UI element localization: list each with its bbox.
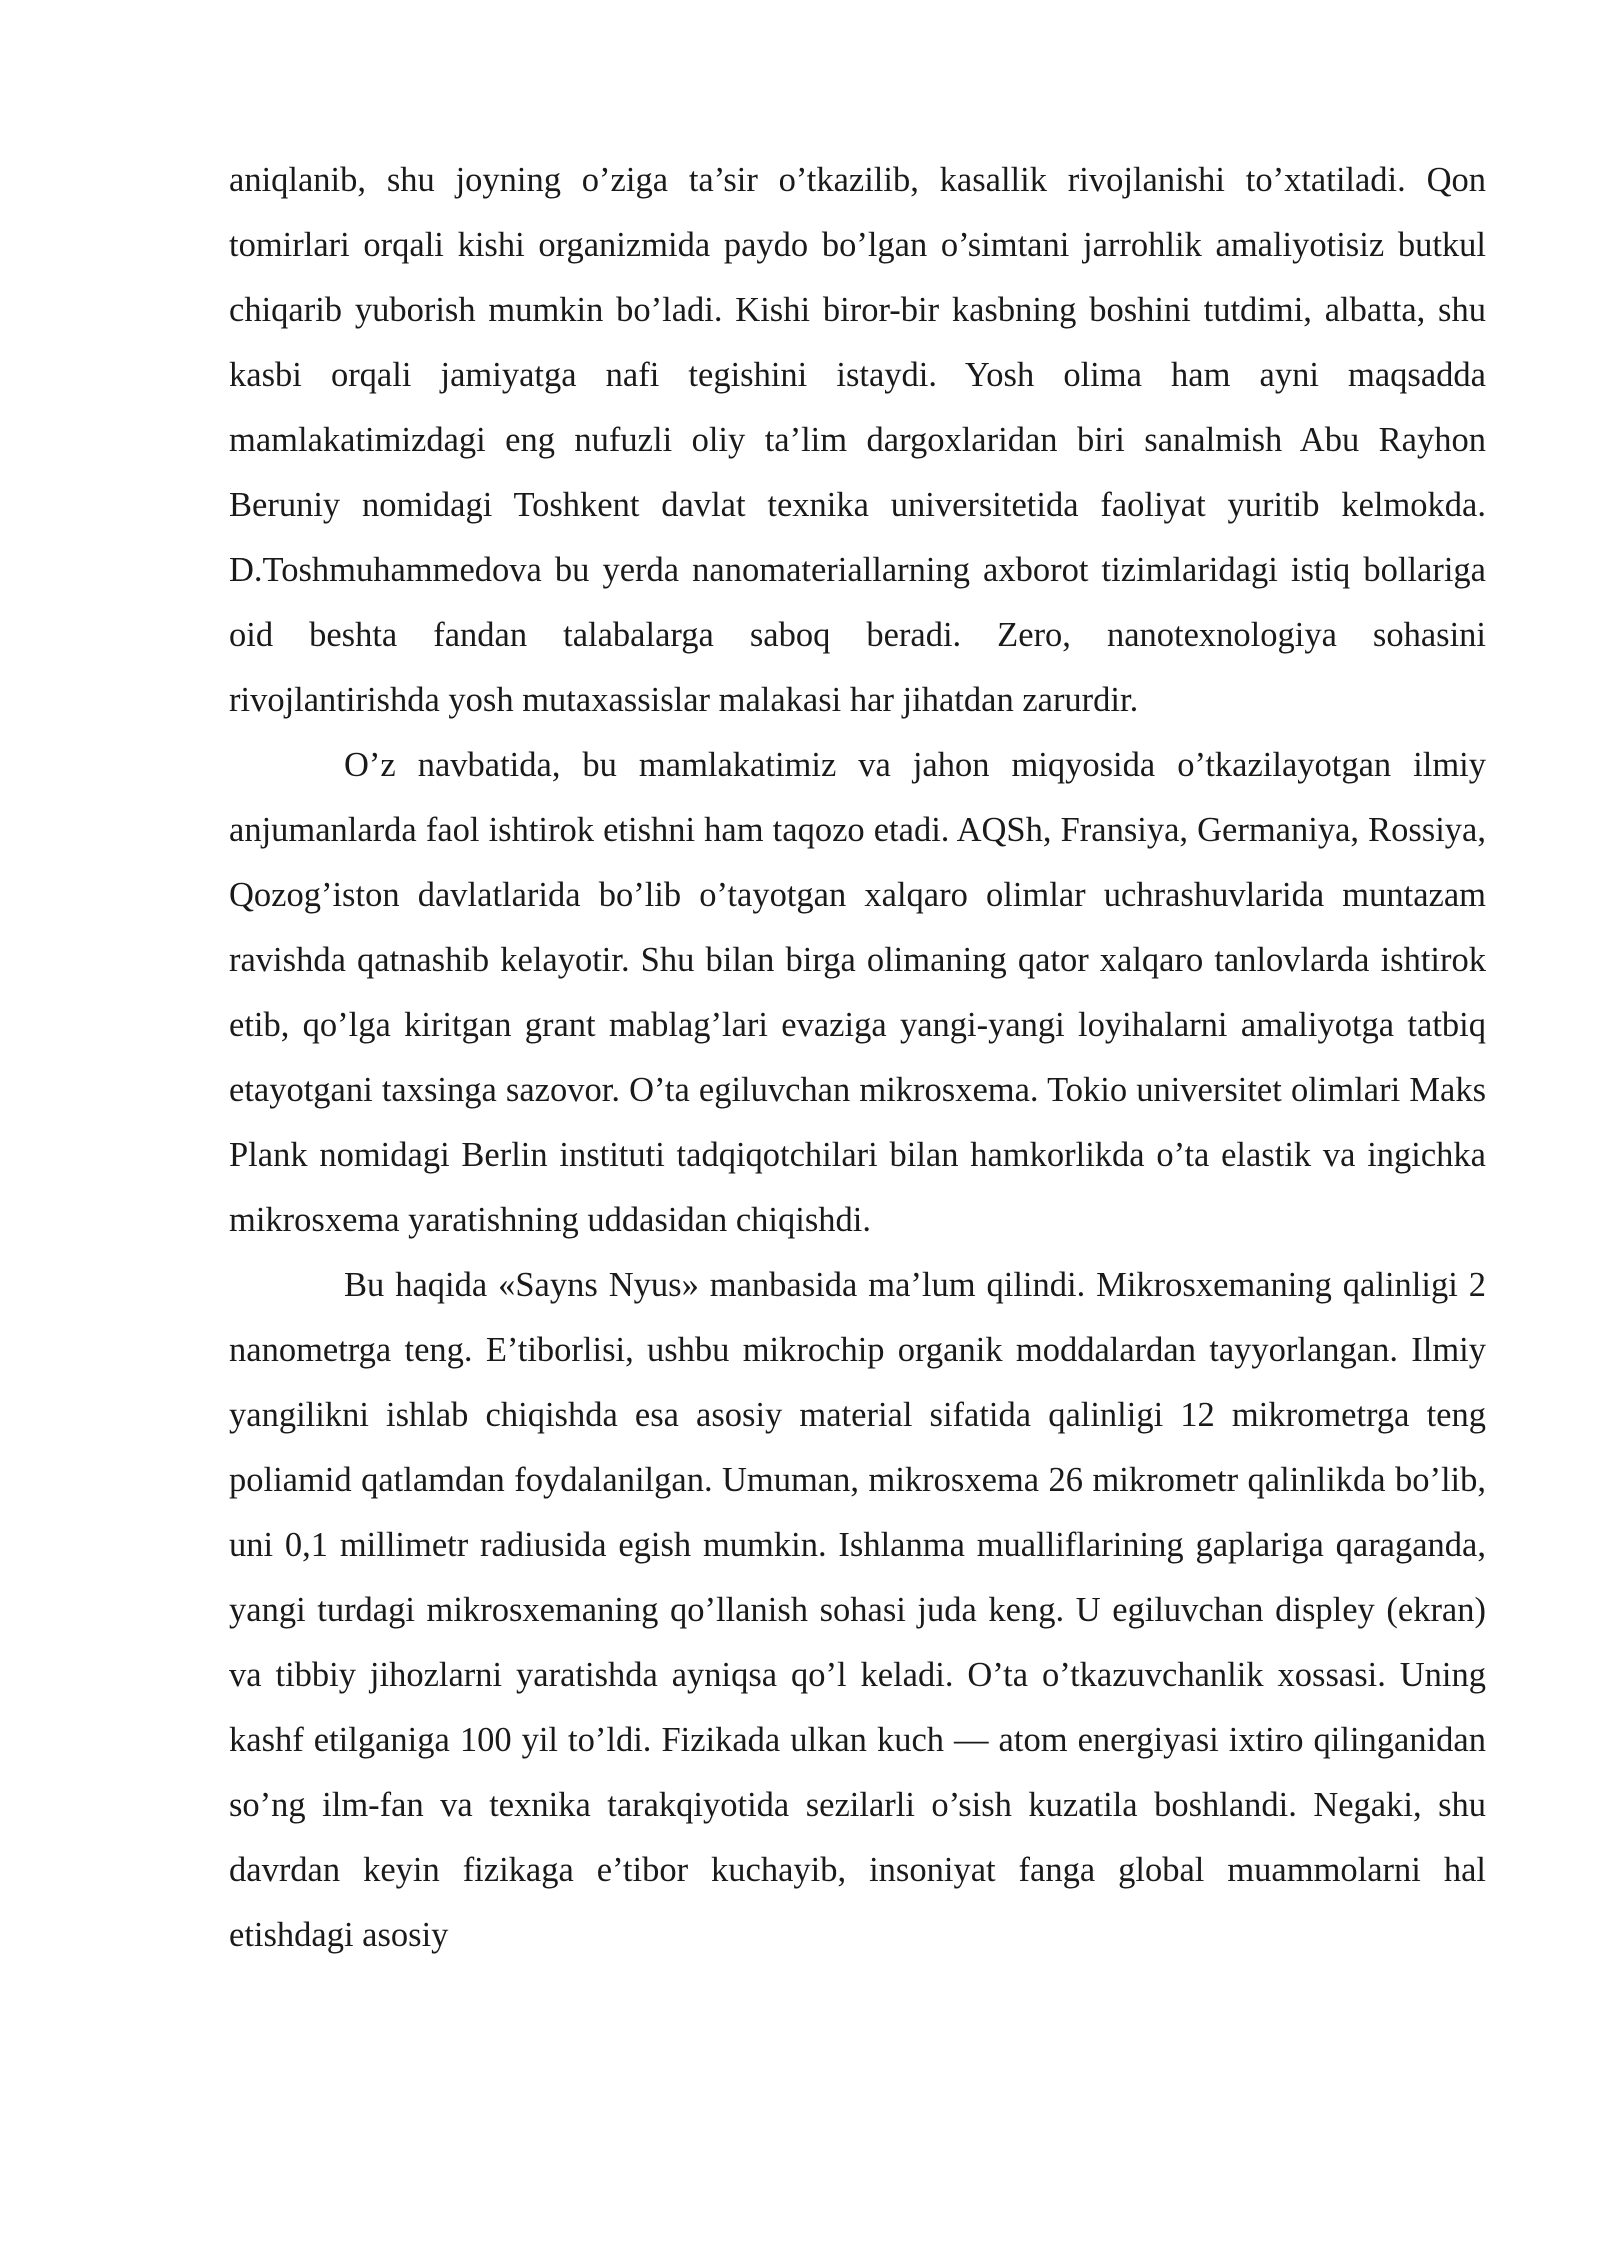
paragraph-2: O’z navbatida, bu mamlakatimiz va jahon miqyosida o’tkazilayotgan ilmiy anjumanlarda faol ishtirok etishni ham taqozo etadi. AQSh, Fransiya, Germaniya, Rossiya, Qozog’iston davlatlarida bo’lib o’tayotgan xalqaro olimlar uchrashuvlarida muntazam ravishda qatnashib kelayotir. Shu bilan birga olimaning qator xalqaro tanlovlarda ishtirok etib, qo’lga kiritgan grant mablag’lari evaziga yangi-yangi loyihalarni amaliyotga tatbiq etayotgani taxsinga sazovor. O’ta egiluvchan mikrosxema. Tokio universitet olimlari Maks Plank nomidagi Berlin instituti tadqiqotchilari bilan hamkorlikda o’ta elastik va ingichka mikrosxema yaratishning uddasidan chiqishdi. xyxy=(229,746,1486,1239)
document-body xyxy=(229,148,1486,1968)
paragraph-3: Bu haqida «Sayns Nyus» manbasida ma’lum qilindi. Mikrosxemaning qalinligi 2 nanometrga teng. E’tiborlisi, ushbu mikrochip organik moddalardan tayyorlangan. Ilmiy yangilikni ishlab chiqishda esa asosiy material sifatida qalinligi 12 mikrometrga teng poliamid qatlamdan foydalanilgan. Umuman, mikrosxema 26 mikrometr qalinlikda bo’lib, uni 0,1 millimetr radiusida egish mumkin. Ishlanma mualliflarining gaplariga qaraganda, yangi turdagi mikrosxemaning qo’llanish sohasi juda keng. U egiluvchan displey (ekran) va tibbiy jihozlarni yaratishda ayniqsa qo’l keladi. O’ta o’tkazuvchanlik xossasi. Uning kashf etilganiga 100 yil to’ldi. Fizikada ulkan kuch — atom energiyasi ixtiro qilinganidan so’ng ilm-fan va texnika tarakqiyotida sezilarli o’sish kuzatila boshlandi. Negaki, shu davrdan keyin fizikaga e’tibor kuchayib, insoniyat fanga global muammolarni hal etishdagi asosiy xyxy=(229,1266,1486,1954)
paragraph-1: aniqlanib, shu joyning o’ziga ta’sir o’tkazilib, kasallik rivojlanishi to’xtatiladi. Qon tomirlari orqali kishi organizmida paydo bo’lgan o’simtani jarrohlik amaliyotisiz butkul chiqarib yuborish mumkin bo’ladi. Kishi biror-bir kasbning boshini tutdimi, albatta, shu kasbi orqali jamiyatga nafi tegishini istaydi. Yosh olima ham ayni maqsadda mamlakatimizdagi eng nufuzli oliy ta’lim dargoxlaridan biri sanalmish Abu Rayhon Beruniy nomidagi Toshkent davlat texnika universitetida faoliyat yuritib kelmokda. D.Toshmuhammedova bu yerda nanomateriallarning axborot tizimlaridagi istiq bollariga oid beshta fandan talabalarga saboq beradi. Zero, nanotexnologiya sohasini rivojlantirishda yosh mutaxassislar malakasi har jihatdan zarurdir. xyxy=(229,161,1486,719)
